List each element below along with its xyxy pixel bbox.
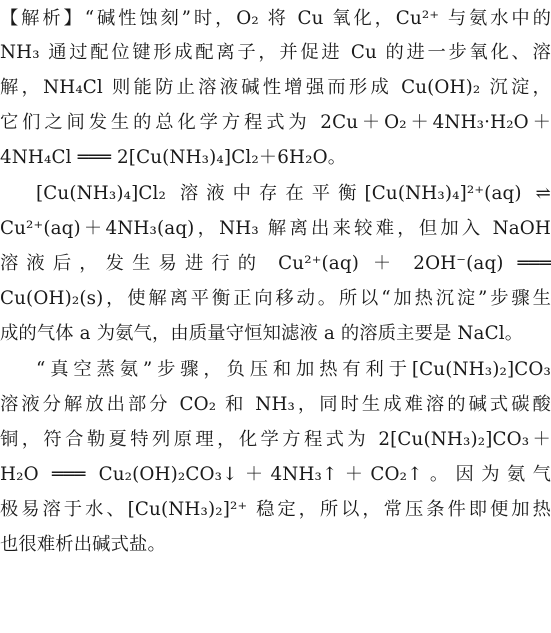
- paragraph-2-line-1: [Cu(NH₃)₄]Cl₂ 溶液中存在平衡[Cu(NH₃)₄]²⁺(aq) ⇌: [36, 183, 551, 204]
- paragraph-1-line-2: NH₃ 通过配位键形成配离子，并促进 Cu 的进一步氧化、溶: [0, 42, 551, 63]
- paragraph-2-line-3: 溶液后，发生易进行的 Cu²⁺(aq) ＋ 2OH⁻(aq) ═══: [0, 253, 551, 274]
- paragraph-1-line-4: 它们之间发生的总化学方程式为 2Cu＋O₂＋4NH₃·H₂O＋: [0, 112, 551, 133]
- paragraph-1-line-5: 4NH₄Cl ═══ 2[Cu(NH₃)₄]Cl₂＋6H₂O。: [0, 147, 347, 168]
- paragraph-3-line-2: 溶液分解放出部分 CO₂ 和 NH₃，同时生成难溶的碱式碳酸: [0, 394, 551, 415]
- paragraph-2-line-2: Cu²⁺(aq)＋4NH₃(aq)，NH₃ 解离出来较难，但加入 NaOH: [0, 218, 551, 239]
- paragraph-3-line-5: 极易溶于水、[Cu(NH₃)₂]²⁺ 稳定，所以，常压条件即便加热: [0, 499, 551, 520]
- paragraph-3-line-4: H₂O ═══ Cu₂(OH)₂CO₃↓＋4NH₃↑＋CO₂↑。因为氨气: [0, 464, 551, 485]
- paragraph-1-line-3: 解，NH₄Cl 则能防止溶液碱性增强而形成 Cu(OH)₂ 沉淀，: [0, 77, 551, 98]
- paragraph-3-line-6: 也很难析出碱式盐。: [0, 534, 166, 555]
- paragraph-2-line-5: 成的气体 a 为氨气，由质量守恒知滤液 a 的溶质主要是 NaCl。: [0, 323, 524, 344]
- paragraph-3-line-1: “真空蒸氨”步骤，负压和加热有利于[Cu(NH₃)₂]CO₃: [36, 359, 551, 380]
- paragraph-1-line-1: 【解析】“碱性蚀刻”时，O₂ 将 Cu 氧化，Cu²⁺ 与氨水中的: [0, 8, 551, 29]
- paragraph-3-line-3: 铜，符合勒夏特列原理，化学方程式为 2[Cu(NH₃)₂]CO₃＋: [0, 429, 551, 450]
- paragraph-2-line-4: Cu(OH)₂(s)，使解离平衡正向移动。所以“加热沉淀”步骤生: [0, 288, 551, 309]
